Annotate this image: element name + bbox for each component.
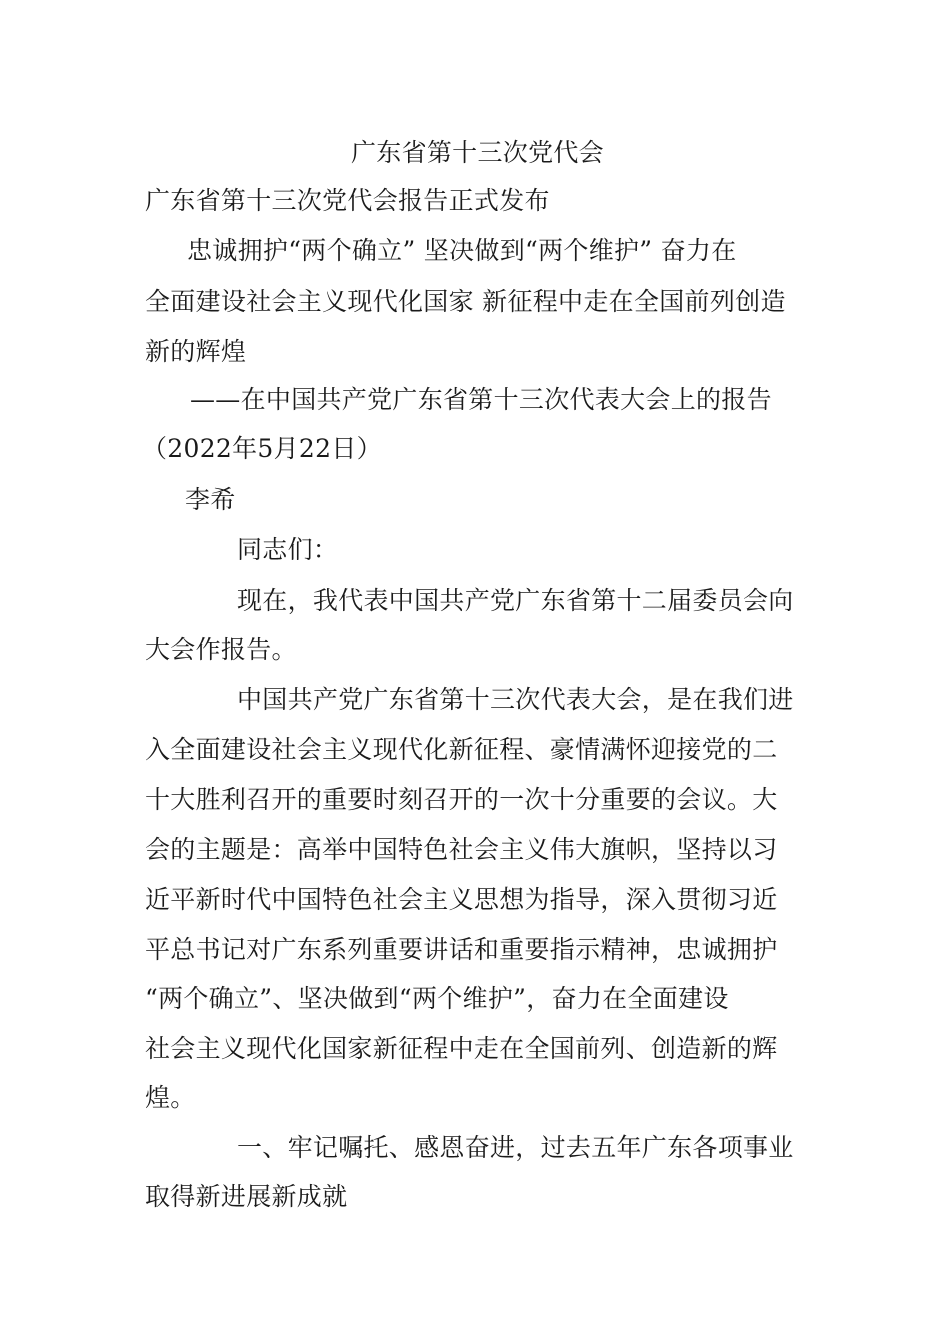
- report-note-line-2: （2022年5月22日）: [142, 434, 382, 463]
- document-title: 广东省第十三次党代会: [350, 138, 604, 167]
- paragraph-2-line-7: “两个确立”、坚决做到“两个维护”，奋力在全面建设: [145, 984, 729, 1013]
- paragraph-2-line-6: 平总书记对广东系列重要讲话和重要指示精神，忠诚拥护: [145, 935, 778, 964]
- author-name: 李希: [185, 485, 236, 514]
- document-subtitle: 广东省第十三次党代会报告正式发布: [145, 186, 550, 215]
- paragraph-2-line-4: 会的主题是：高举中国特色社会主义伟大旗帜，坚持以习: [145, 835, 778, 864]
- paragraph-2-line-1: 中国共产党广东省第十三次代表大会，是在我们进: [237, 685, 794, 714]
- heading-line-3: 新的辉煌: [145, 337, 247, 366]
- paragraph-2-line-8: 社会主义现代化国家新征程中走在全国前列、创造新的辉: [145, 1034, 778, 1063]
- report-note-line-1: ——在中国共产党广东省第十三次代表大会上的报告: [190, 385, 772, 414]
- paragraph-2-line-5: 近平新时代中国特色社会主义思想为指导，深入贯彻习近: [145, 885, 778, 914]
- salutation: 同志们：: [237, 535, 339, 564]
- paragraph-1-line-1: 现在，我代表中国共产党广东省第十二届委员会向: [237, 586, 794, 615]
- paragraph-2-line-2: 入全面建设社会主义现代化新征程、豪情满怀迎接党的二: [145, 735, 778, 764]
- section-1-heading-line-1: 一、牢记嘱托、感恩奋进，过去五年广东各项事业: [237, 1133, 794, 1162]
- heading-line-2: 全面建设社会主义现代化国家 新征程中走在全国前列创造: [145, 287, 786, 316]
- heading-line-1: 忠诚拥护“两个确立” 坚决做到“两个维护” 奋力在: [187, 236, 737, 265]
- paragraph-2-line-9: 煌。: [145, 1083, 196, 1112]
- paragraph-2-line-3: 十大胜利召开的重要时刻召开的一次十分重要的会议。大: [145, 785, 778, 814]
- section-1-heading-line-2: 取得新进展新成就: [145, 1182, 348, 1211]
- paragraph-1-line-2: 大会作报告。: [145, 635, 297, 664]
